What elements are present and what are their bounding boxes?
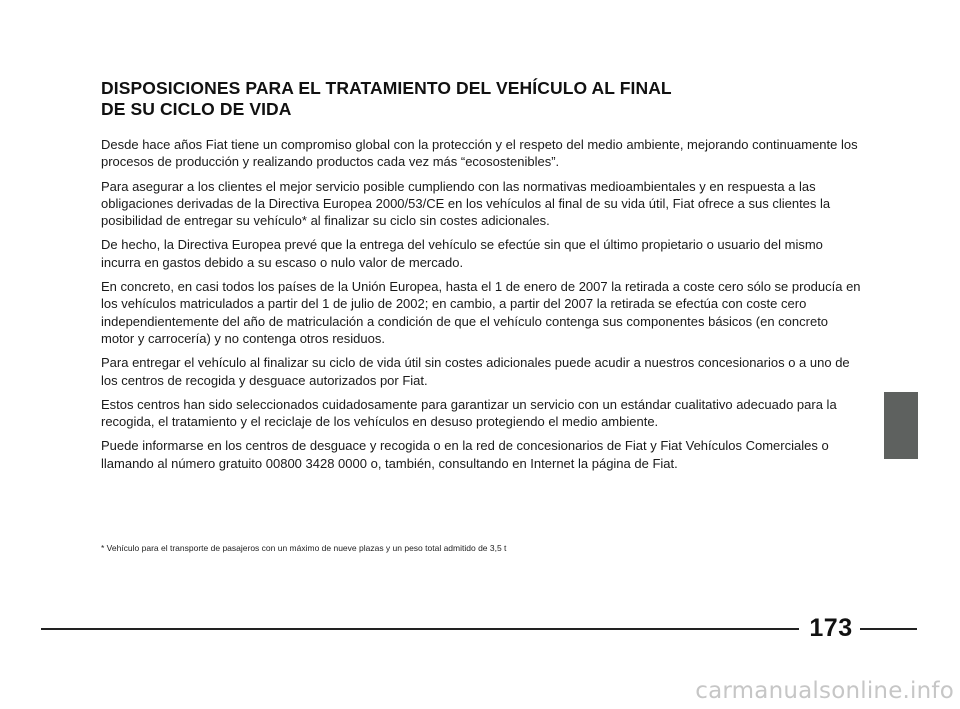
paragraph: De hecho, la Directiva Europea prevé que la entrega del vehículo se efectúe sin que el último propietario o usuario del mismo incurra en gastos debido a su escaso o nulo valor de mercado. xyxy=(101,237,823,270)
section-title-line-1: DISPOSICIONES PARA EL TRATAMIENTO DEL VEHÍCULO AL FINAL xyxy=(101,78,672,98)
paragraph: Para entregar el vehículo al finalizar su ciclo de vida útil sin costes adicionales puede acudir a nuestros concesionarios o a uno de los centros de recogida y desguace autorizados por Fiat. xyxy=(101,355,850,388)
section-title-line-2: DE SU CICLO DE VIDA xyxy=(101,99,292,119)
footer-rule-right xyxy=(860,628,917,630)
section-thumb-tab xyxy=(884,392,918,459)
footer-rule-left xyxy=(41,628,799,630)
section-title xyxy=(101,78,821,120)
footnote: * Vehículo para el transporte de pasajeros con un máximo de nueve plazas y un peso total admitido de 3,5 t xyxy=(101,543,507,553)
paragraph: Puede informarse en los centros de desguace y recogida o en la red de concesionarios de Fiat y Fiat Vehículos Comerciales o llamando al número gratuito 00800 3428 0000 o, también, consultando en Internet la página de Fiat. xyxy=(101,438,829,471)
page-number: 173 xyxy=(809,614,853,642)
paragraph: Desde hace años Fiat tiene un compromiso global con la protección y el respeto del medio ambiente, mejorando continuamente los procesos de producción y realizando productos cada vez más “ecosostenibles”. xyxy=(101,137,858,170)
paragraph: Para asegurar a los clientes el mejor servicio posible cumpliendo con las normativas medioambientales y en respuesta a las obligaciones derivadas de la Directiva Europea 2000/53/CE en los vehículos al final de su vida útil, Fiat ofrece a sus clientes la posibilidad de entregar su vehículo* al finalizar su ciclo sin costes adicionales. xyxy=(101,178,831,229)
watermark: carmanualsonline.info xyxy=(695,678,954,704)
paragraph: En concreto, en casi todos los países de la Unión Europea, hasta el 1 de enero de 2007 la retirada a coste cero sólo se producía en los vehículos matriculados a partir del 1 de julio de 2002; en cambio, a partir del 2007 la retirada se efectúa con coste cero independientemente del año de matriculación a condición de que el vehículo contenga sus componentes básicos (en concreto motor y carrocería) y no contenga otros residuos. xyxy=(101,279,861,346)
body-text xyxy=(101,136,861,479)
paragraph: Estos centros han sido seleccionados cuidadosamente para garantizar un servicio con un estándar cualitativo adecuado para la recogida, el tratamiento y el reciclaje de los vehículos en desuso protegiendo el medio ambiente. xyxy=(101,396,837,430)
